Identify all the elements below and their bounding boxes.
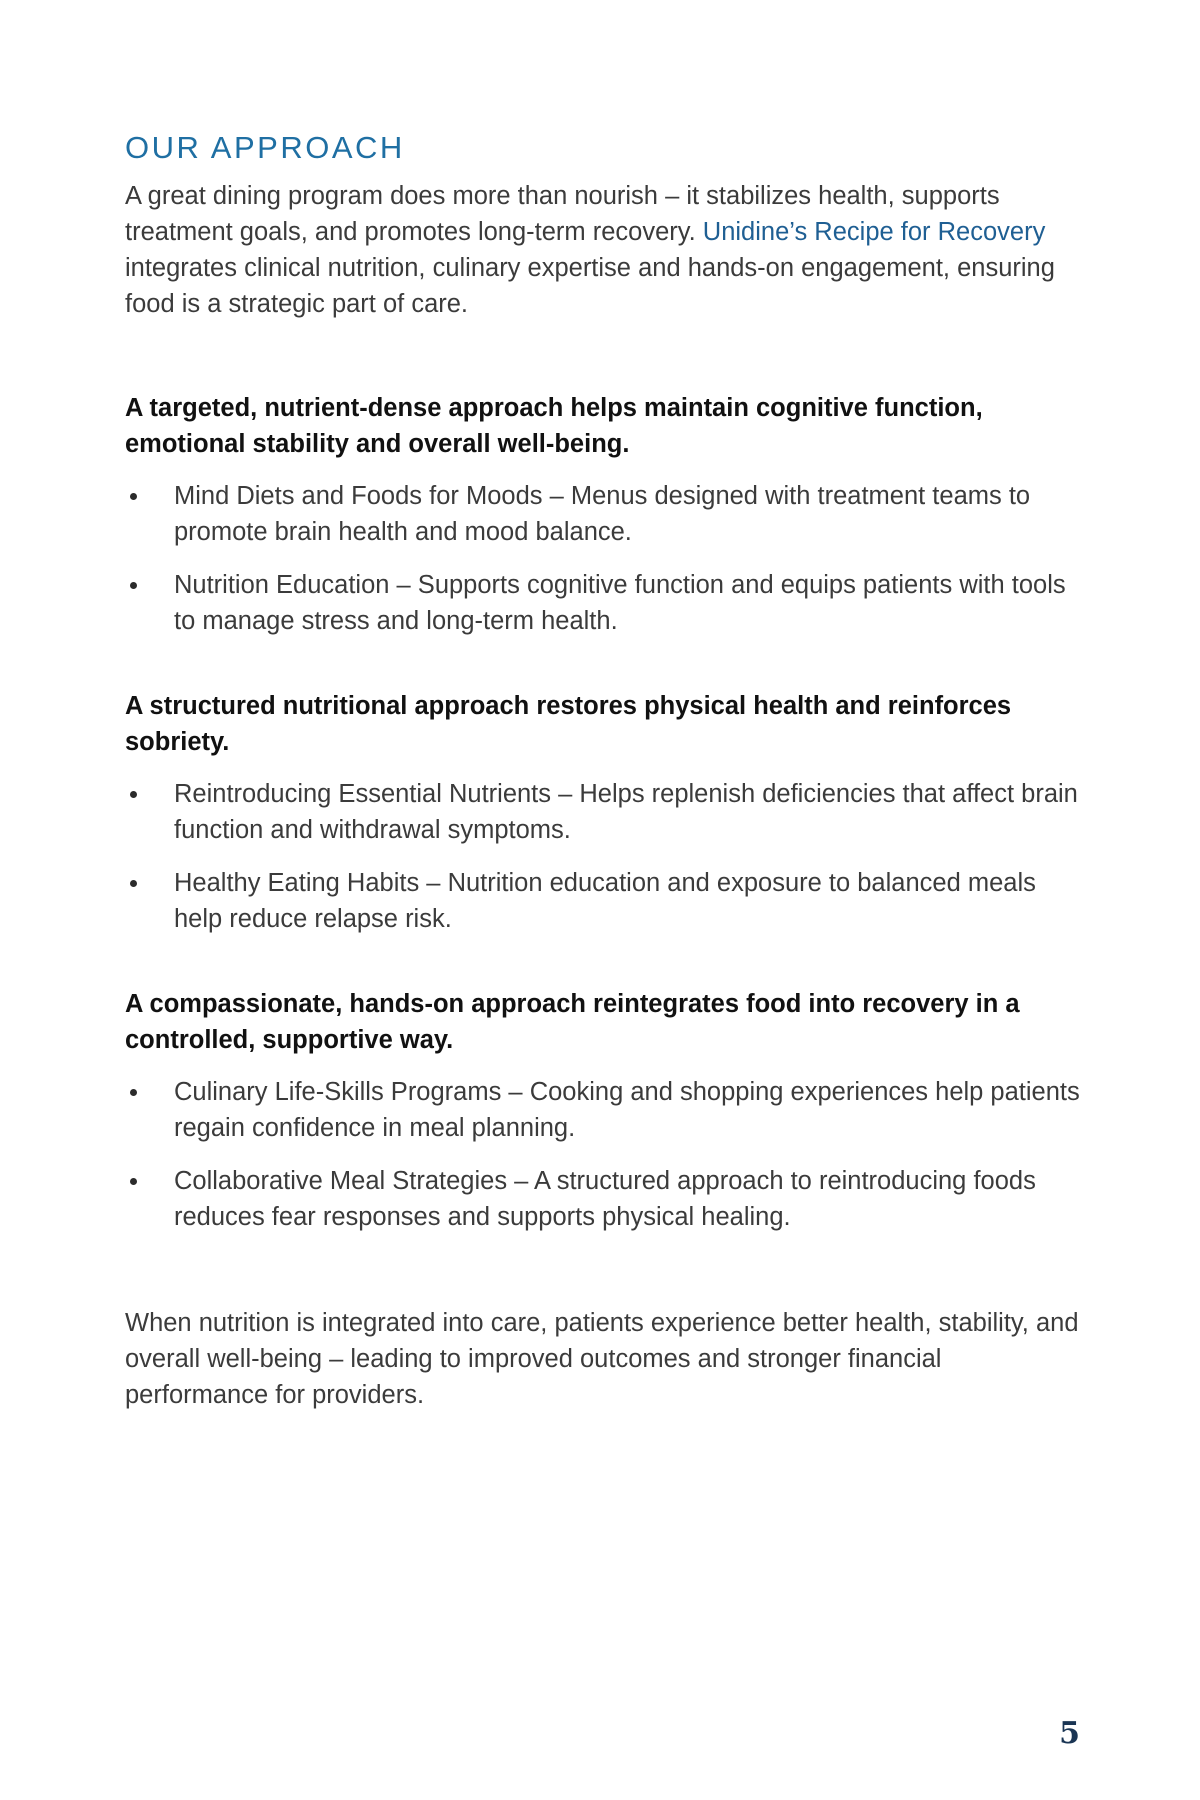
intro-paragraph [125,178,1085,322]
section-title: A structured nutritional approach restores physical health and reinforces sobriety. [125,692,1012,756]
bullet-dot-icon [130,1178,137,1185]
closing-paragraph: When nutrition is integrated into care, patients experience better health, stability, and overall well-being – leading to improved outcomes and stronger financial performance for providers. [125,1309,1079,1409]
page-number: 5 [1059,1716,1080,1751]
bullet-list [125,1074,1085,1235]
list-item-text: Reintroducing Essential Nutrients – Helps replenish deficiencies that affect brain function and withdrawal symptoms. [174,780,1078,844]
section-title: A compassionate, hands-on approach reintegrates food into recovery in a controlled, supportive way. [125,990,1020,1054]
list-item-text: Nutrition Education – Supports cognitive function and equips patients with tools to manage stress and long-term health. [174,571,1066,635]
bullet-dot-icon [130,791,137,798]
list-item [125,865,1085,937]
section-title: A targeted, nutrient-dense approach helps maintain cognitive function, emotional stability and overall well-being. [125,394,983,458]
bullet-list [125,478,1085,639]
bullet-dot-icon [130,880,137,887]
section-food-reintegration [125,986,1085,1235]
bullet-list [125,776,1085,937]
list-item [125,1163,1085,1235]
list-item [125,1074,1085,1146]
list-item [125,776,1085,848]
list-item-text: Culinary Life-Skills Programs – Cooking and shopping experiences help patients regain confidence in meal planning. [174,1078,1080,1142]
section-cognitive [125,390,1085,639]
document-page [125,128,1085,1413]
list-item-text: Collaborative Meal Strategies – A structured approach to reintroducing foods reduces fear responses and supports physical healing. [174,1167,1036,1231]
bullet-dot-icon [130,1089,137,1096]
section-physical-health [125,688,1085,937]
bullet-dot-icon [130,582,137,589]
intro-text-before: A great dining program does more than nourish – it stabilizes health, supports treatment goals, and promotes long-term recovery. [125,182,1000,246]
intro-highlight: Unidine’s Recipe for Recovery [702,218,1046,246]
list-item-text: Mind Diets and Foods for Moods – Menus designed with treatment teams to promote brain health and mood balance. [174,482,1031,546]
list-item-text: Healthy Eating Habits – Nutrition education and exposure to balanced meals help reduce relapse risk. [174,869,1036,933]
list-item [125,567,1085,639]
page-heading: OUR APPROACH [125,130,405,165]
list-item [125,478,1085,550]
bullet-dot-icon [130,493,137,500]
intro-text-after: integrates clinical nutrition, culinary expertise and hands-on engagement, ensuring food is a strategic part of care. [125,254,1055,318]
